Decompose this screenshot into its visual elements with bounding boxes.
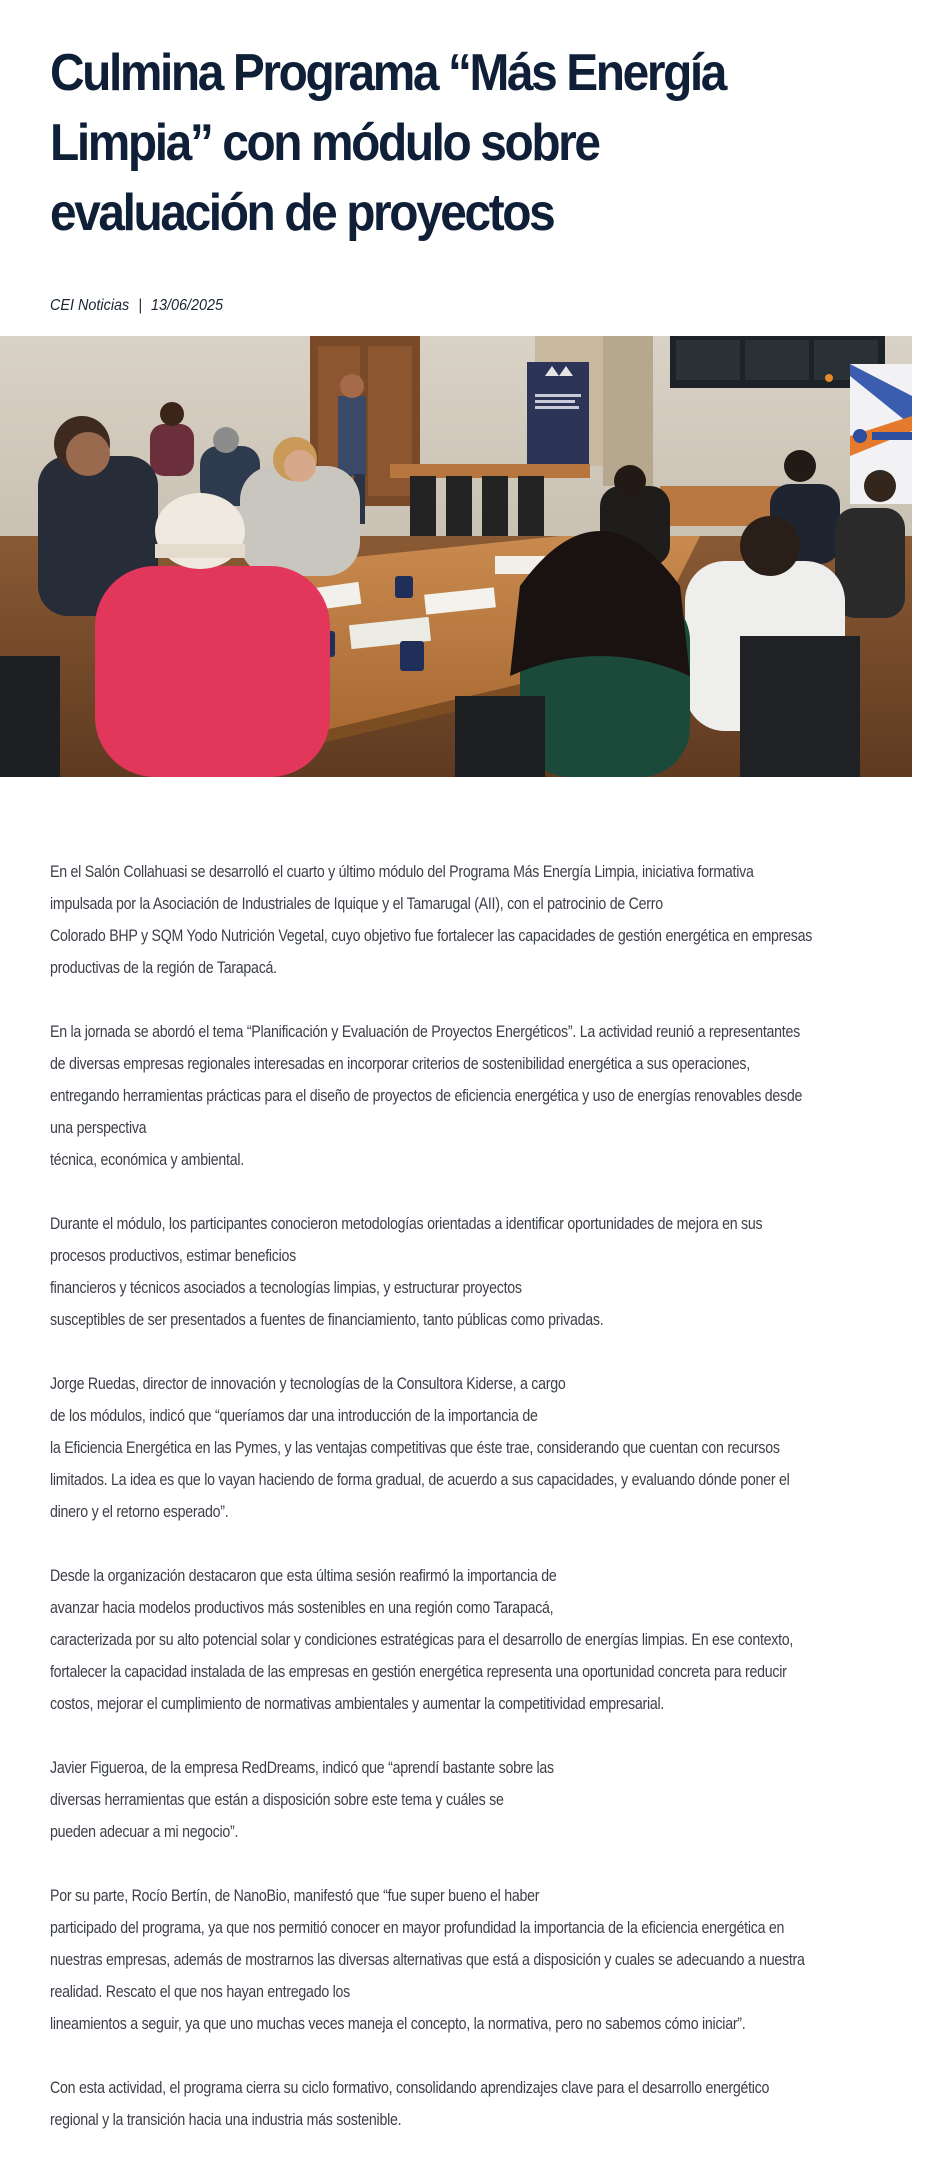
article-paragraph [50,1880,910,2040]
paragraph-line: caracterizada por su alto potencial solar y condiciones estratégicas para el desarrollo de energías limpias. En ese contexto, [50,1631,794,1649]
paragraph-line: Javier Figueroa, de la empresa RedDreams, indicó que “aprendí bastante sobre las [50,1759,554,1777]
paragraph-line: procesos productivos, estimar beneficios [50,1247,297,1265]
paragraph-line: productivas de la región de Tarapacá. [50,959,277,977]
hero-photo [0,336,912,777]
paragraph-line: una perspectiva [50,1119,147,1137]
paragraph-line: de los módulos, indicó que “queríamos dar una introducción de la importancia de [50,1407,538,1425]
paragraph-line: avanzar hacia modelos productivos más sostenibles en una región como Tarapacá, [50,1599,554,1617]
paragraph-line: impulsada por la Asociación de Industriales de Iquique y el Tamarugal (AII), con el patrocinio de Cerro [50,895,663,913]
article-paragraph [50,856,910,984]
paragraph-line: técnica, económica y ambiental. [50,1151,244,1169]
paragraph-line: la Eficiencia Energética en las Pymes, y las ventajas competitivas que éste trae, considerando que cuentan con recursos [50,1439,780,1457]
paragraph-line: lineamientos a seguir, ya que uno muchas veces maneja el concepto, la normativa, pero no sabemos cómo iniciar”. [50,2015,746,2033]
paragraph-line: regional y la transición hacia una industria más sostenible. [50,2111,402,2129]
article-paragraph [50,1752,910,1848]
paragraph-line: Con esta actividad, el programa cierra su ciclo formativo, consolidando aprendizajes clave para el desarrollo energético [50,2079,770,2097]
article-meta [50,296,223,316]
paragraph-line: susceptibles de ser presentados a fuentes de financiamiento, tanto públicas como privadas. [50,1311,604,1329]
paragraph-line: En la jornada se abordó el tema “Planificación y Evaluación de Proyectos Energéticos”. La actividad reunió a representantes [50,1023,800,1041]
paragraph-line: pueden adecuar a mi negocio”. [50,1823,239,1841]
article-date: 13/06/2025 [150,297,224,314]
article-title-line: Culmina Programa “Más Energía [50,44,726,102]
article-paragraph [50,1208,910,1336]
paragraph-line: realidad. Rescato el que nos hayan entregado los [50,1983,351,2001]
article-paragraph [50,2072,910,2136]
article-paragraph [50,1016,910,1176]
paragraph-line: Jorge Ruedas, director de innovación y tecnologías de la Consultora Kiderse, a cargo [50,1375,566,1393]
paragraph-line: dinero y el retorno esperado”. [50,1503,229,1521]
paragraph-line: participado del programa, ya que nos permitió conocer en mayor profundidad la importancia de la eficiencia energética en [50,1919,785,1937]
hero-photo-illustration [0,336,912,777]
paragraph-line: Durante el módulo, los participantes conocieron metodologías orientadas a identificar oportunidades de mejora en sus [50,1215,763,1233]
paragraph-line: entregando herramientas prácticas para el diseño de proyectos de eficiencia energética y uso de energías renovables desde [50,1087,803,1105]
paragraph-line: costos, mejorar el cumplimiento de normativas ambientales y aumentar la competitividad empresarial. [50,1695,665,1713]
paragraph-line: Desde la organización destacaron que esta última sesión reafirmó la importancia de [50,1567,557,1585]
paragraph-line: nuestras empresas, además de mostrarnos las diversas alternativas que está a disposición y cuales se adecuando a nuestra [50,1951,805,1969]
paragraph-line: fortalecer la capacidad instalada de las empresas en gestión energética representa una oportunidad concreta para reducir [50,1663,787,1681]
paragraph-line: de diversas empresas regionales interesadas en incorporar criterios de sostenibilidad energética a sus operaciones, [50,1055,750,1073]
paragraph-line: diversas herramientas que están a disposición sobre este tema y cuáles se [50,1791,504,1809]
article-paragraph [50,1560,910,1720]
meta-separator: | [138,297,142,314]
paragraph-line: Por su parte, Rocío Bertín, de NanoBio, manifestó que “fue super bueno el haber [50,1887,540,1905]
article-author-link[interactable]: CEI Noticias [50,297,130,314]
paragraph-line: limitados. La idea es que lo vayan haciendo de forma gradual, de acuerdo a sus capacidades, y evaluando dónde poner el [50,1471,790,1489]
paragraph-line: financieros y técnicos asociados a tecnologías limpias, y estructurar proyectos [50,1279,522,1297]
article-title [50,38,786,248]
article-title-line: Limpia” con módulo sobre [50,114,599,172]
article-body [50,856,910,2168]
article-title-line: evaluación de proyectos [50,184,554,242]
paragraph-line: Colorado BHP y SQM Yodo Nutrición Vegetal, cuyo objetivo fue fortalecer las capacidades de gestión energética en empresas [50,927,813,945]
paragraph-line: En el Salón Collahuasi se desarrolló el cuarto y último módulo del Programa Más Energía Limpia, iniciativa formativa [50,863,754,881]
article-paragraph [50,1368,910,1528]
